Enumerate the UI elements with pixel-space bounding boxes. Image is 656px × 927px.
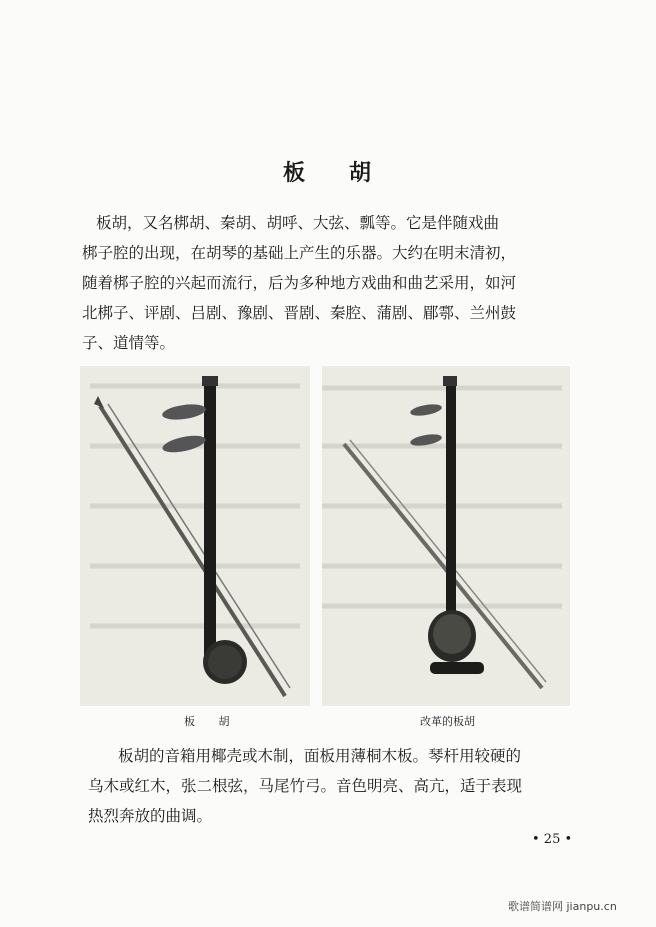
banhu-illustration xyxy=(80,366,310,706)
description-line-3: 热烈奔放的曲调。 xyxy=(88,807,213,825)
reformed-banhu-illustration xyxy=(322,366,570,706)
description-line-2: 乌木或红木，张二根弦，马尾竹弓。音色明亮、高亢，适于表现 xyxy=(88,777,523,795)
intro-line-4: 北梆子、评剧、吕剧、豫剧、晋剧、秦腔、蒲剧、郿鄠、兰州鼓 xyxy=(82,304,517,322)
banhu-photo xyxy=(80,366,310,706)
page-number: • 25 • xyxy=(532,832,573,847)
description-line-1: 板胡的音箱用椰壳或木制，面板用薄桐木板。琴杆用较硬的 xyxy=(118,747,522,765)
reformed-banhu-photo xyxy=(322,366,570,706)
watermark: 歌谱简谱网 jianpu.cn xyxy=(508,900,617,913)
intro-line-3: 随着梆子腔的兴起而流行，后为多种地方戏曲和曲艺采用，如河 xyxy=(82,274,517,292)
caption-banhu: 板 胡 xyxy=(184,715,240,728)
caption-reformed-banhu: 改革的板胡 xyxy=(420,715,475,728)
intro-line-2: 梆子腔的出现，在胡琴的基础上产生的乐器。大约在明末清初， xyxy=(82,244,517,262)
title-char-2: 胡 xyxy=(349,161,374,186)
intro-line-1: 板胡，又名梆胡、秦胡、胡呼、大弦、瓢等。它是伴随戏曲 xyxy=(96,214,500,232)
intro-line-5: 子、道情等。 xyxy=(82,334,176,352)
intro-paragraph xyxy=(82,208,570,358)
description-paragraph xyxy=(88,741,562,831)
page-title xyxy=(0,156,656,187)
title-char-1: 板 xyxy=(282,161,307,186)
